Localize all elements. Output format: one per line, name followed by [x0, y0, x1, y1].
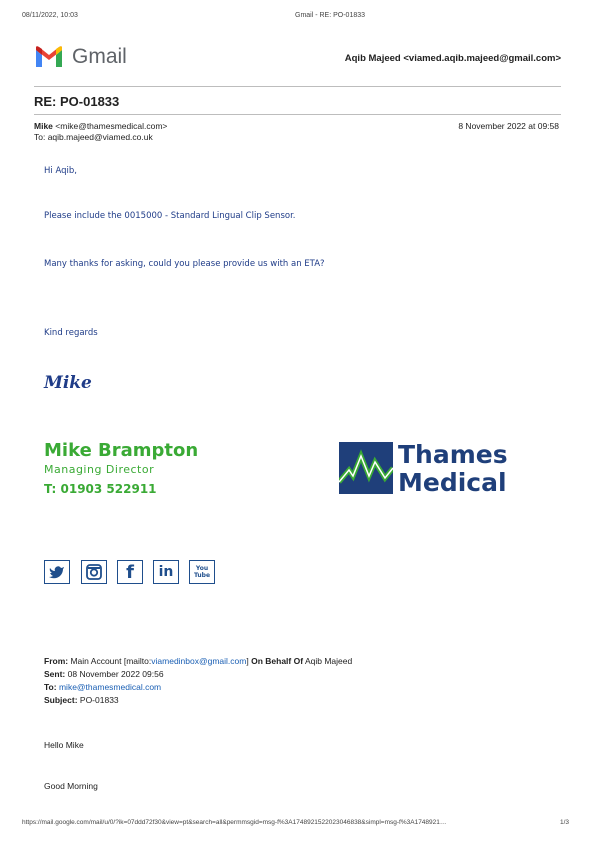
signature-title: Managing Director	[44, 463, 155, 476]
quoted-good-morning: Good Morning	[44, 781, 98, 791]
closing-text: Kind regards	[44, 328, 98, 338]
account-label: Aqib Majeed <viamed.aqib.majeed@gmail.com>	[344, 53, 561, 64]
quoted-subject-label: Subject:	[44, 695, 78, 705]
quoted-from-label: From:	[44, 656, 69, 666]
youtube-icon[interactable]: You Tube	[189, 560, 215, 584]
quoted-to-email-link[interactable]: mike@thamesmedical.com	[58, 682, 162, 692]
sender-email: <mike@thamesmedical.com>	[55, 121, 168, 131]
body-line-1: Please include the 0015000 - Standard Lingual Clip Sensor.	[44, 211, 296, 221]
instagram-icon[interactable]	[81, 560, 107, 584]
quoted-to-label: To:	[44, 682, 57, 692]
gmail-logo-text: Gmail	[72, 45, 127, 68]
quoted-subject-value: PO-01833	[79, 695, 119, 705]
thread-subject: RE: PO-01833	[34, 94, 120, 109]
quoted-from-close: ]	[246, 656, 249, 666]
message-to: To: aqib.majeed@viamed.co.uk	[34, 132, 153, 142]
message-date: 8 November 2022 at 09:58	[458, 121, 559, 131]
print-datetime: 08/11/2022, 10:03	[22, 12, 78, 19]
gmail-logo-icon	[34, 45, 64, 69]
subject-divider	[34, 114, 561, 115]
greeting-text: Hi Aqib,	[44, 166, 77, 176]
footer-page-number: 1/3	[559, 819, 569, 826]
quoted-sent-line	[44, 669, 164, 679]
company-name-line-1: Thames	[398, 440, 508, 469]
footer-url: https://mail.google.com/mail/u/0/?ik=07ddd72f30&view=pt&search=all&permmsgid=msg-f%3A1748921522023046838&simpl=msg-f%3A1748921…	[22, 819, 447, 826]
quoted-subject-line	[44, 695, 119, 705]
quoted-behalf-label: On Behalf Of	[251, 656, 304, 666]
quoted-to-line	[44, 682, 161, 692]
quoted-sent-label: Sent:	[44, 669, 66, 679]
facebook-icon[interactable]: f	[117, 560, 143, 584]
sender-name: Mike	[34, 121, 53, 131]
quoted-from-email-link[interactable]: viamedinbox@gmail.com	[151, 656, 247, 666]
thames-medical-logo-icon	[339, 442, 393, 494]
body-line-2: Many thanks for asking, could you please provide us with an ETA?	[44, 259, 325, 269]
quoted-sent-value: 08 November 2022 09:56	[67, 669, 164, 679]
quoted-from-value: Main Account [mailto:	[70, 656, 152, 666]
company-name-line-2: Medical	[398, 468, 507, 497]
quoted-behalf-value: Aqib Majeed	[304, 656, 353, 666]
print-page-title: Gmail - RE: PO-01833	[295, 12, 366, 19]
twitter-icon[interactable]	[44, 560, 70, 584]
header-divider	[34, 86, 561, 87]
signature-script: Mike	[44, 373, 92, 393]
signature-name: Mike Brampton	[44, 440, 199, 461]
message-from	[34, 121, 167, 131]
linkedin-icon[interactable]: in	[153, 560, 179, 584]
quoted-hello: Hello Mike	[44, 740, 84, 750]
signature-phone: T: 01903 522911	[44, 482, 157, 496]
quoted-from-line	[44, 656, 352, 666]
